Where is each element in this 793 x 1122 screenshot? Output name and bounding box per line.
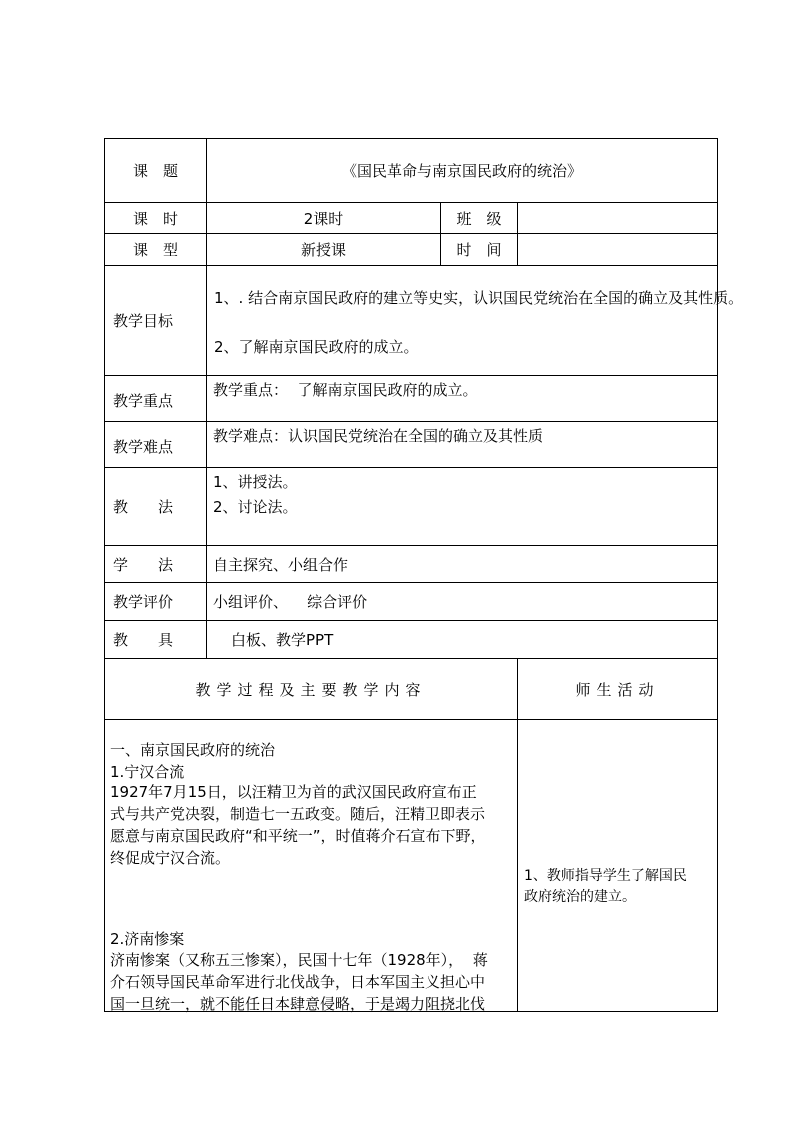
key-label: 教学重点 (113, 392, 174, 410)
tools-value: 白板、教学PPT (231, 631, 334, 649)
time-value (518, 234, 717, 265)
content-paragraph-line: 介石领导国民革命军进行北伐战争，日本军国主义担心中 (110, 973, 486, 991)
content-paragraph-line: 济南惨案（又称五三惨案），民国十七年（1928年）， 蒋 (110, 951, 488, 969)
content-paragraph-line: 终促成宁汉合流。 (110, 849, 231, 867)
content-paragraph-line: 国一旦统一，就不能任日本肆意侵略，于是竭力阻挠北伐 (110, 995, 486, 1013)
content-paragraph-line: 式与共产党决裂，制造七一五政变。随后，汪精卫即表示 (110, 805, 486, 823)
method-item: 1、讲授法。 (213, 473, 298, 491)
table-border (104, 719, 718, 720)
type-value: 新授课 (300, 241, 346, 259)
activity-header: 师生活动 (575, 680, 660, 699)
content-heading: 一、南京国民政府的统治 (110, 741, 276, 759)
difficulty-value: 教学难点：认识国民党统治在全国的确立及其性质 (213, 427, 544, 445)
evaluation-value: 小组评价、 综合评价 (213, 593, 368, 611)
goal-item: 2、了解南京国民政府的成立。 (214, 338, 419, 356)
content-subheading: 2.济南惨案 (110, 930, 185, 948)
learning-value: 自主探究、小组合作 (213, 555, 349, 574)
topic-value: 《国民革命与南京国民政府的统治》 (341, 162, 582, 180)
learning-label: 学 法 (113, 555, 174, 574)
method-item: 2、讨论法。 (213, 498, 298, 516)
content-paragraph-line: 愿意与南京国民政府“和平统一”，时值蒋介石宣布下野， (110, 827, 486, 845)
goal-item: 1、. 结合南京国民政府的建立等史实，认识国民党统治在全国的确立及其性质。 (214, 289, 744, 307)
type-label: 课 型 (132, 241, 178, 259)
topic-label: 课 题 (132, 162, 178, 180)
class-value (518, 203, 717, 233)
process-header: 教学过程及主要教学内容 (195, 680, 427, 699)
method-label: 教 法 (113, 498, 174, 516)
hours-label: 课 时 (132, 209, 178, 228)
evaluation-label: 教学评价 (113, 593, 174, 611)
key-value: 教学重点： 了解南京国民政府的成立。 (213, 381, 478, 399)
goals-label: 教学目标 (113, 312, 174, 330)
tools-label: 教 具 (113, 631, 174, 649)
hours-value: 2课时 (303, 209, 344, 228)
content-paragraph-line: 1927年7月15日，以汪精卫为首的武汉国民政府宣布正 (110, 783, 477, 801)
activity-line: 1、教师指导学生了解国民 (524, 868, 687, 884)
content-subheading: 1.宁汉合流 (110, 763, 185, 781)
time-label: 时 间 (456, 241, 502, 259)
class-label: 班 级 (456, 209, 502, 228)
table-border (717, 138, 718, 1012)
activity-line: 政府统治的建立。 (524, 889, 636, 905)
difficulty-label: 教学难点 (113, 438, 174, 456)
